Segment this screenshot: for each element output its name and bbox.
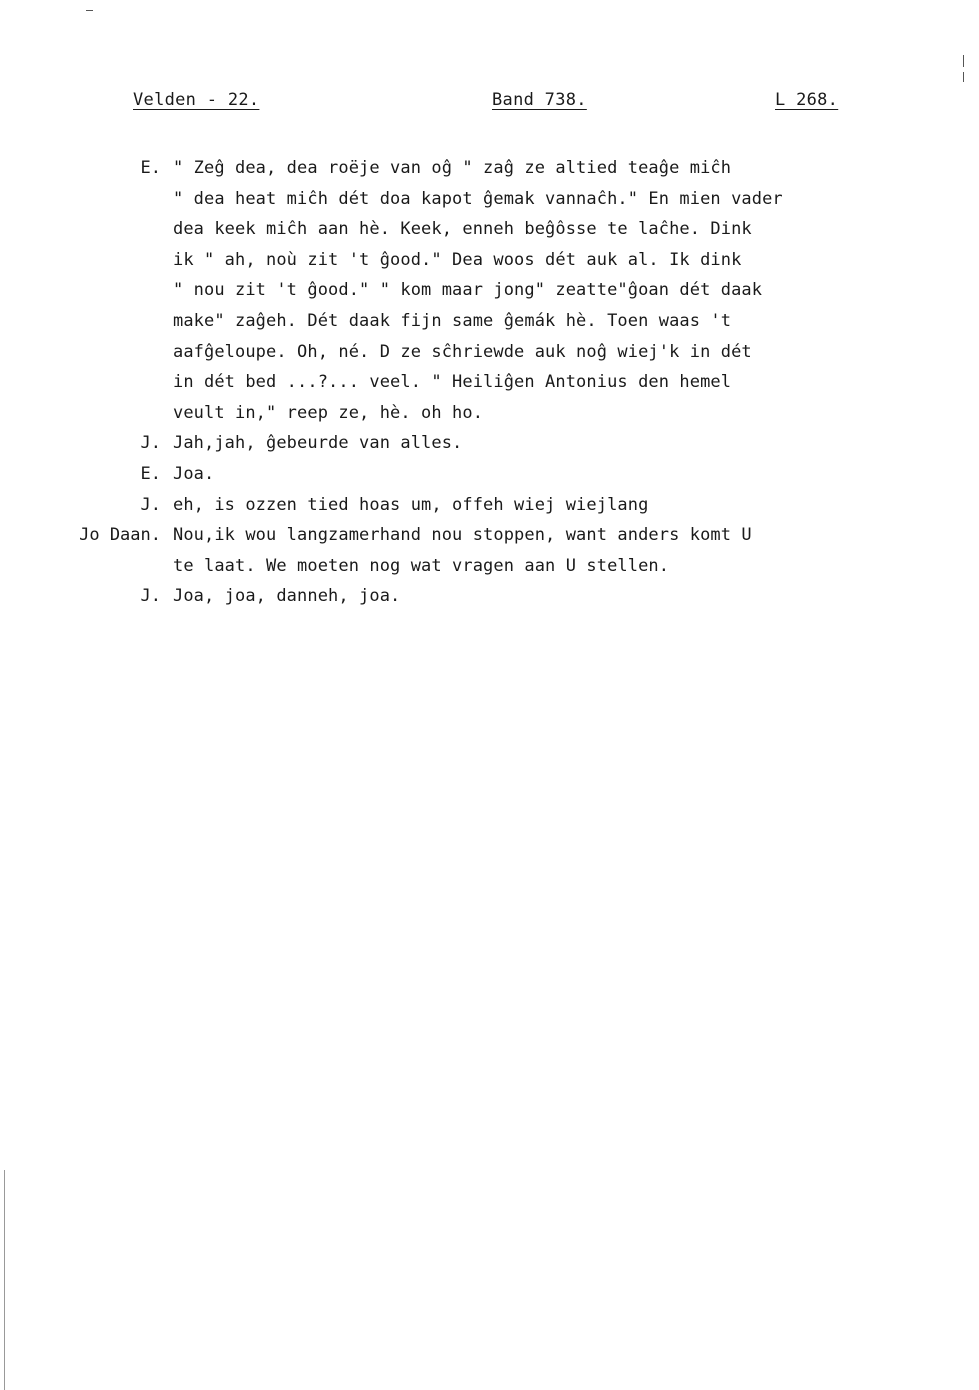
scan-mark (963, 55, 964, 67)
utterance-line: " Zeĝ dea, dea roëje van oĝ " zaĝ ze altied teaĝe miĉh (173, 158, 732, 178)
speaker-label: J. (140, 433, 161, 454)
transcript (0, 153, 979, 612)
speaker-label: J. (140, 494, 161, 515)
utterance-line: Jah,jah, ĝebeurde van alles. (173, 433, 463, 454)
utterance (173, 581, 933, 612)
speaker-label: E. (140, 158, 161, 178)
speaker-label: J. (140, 586, 161, 607)
utterance-line: te laat. We moeten nog wat vragen aan U stellen. (173, 555, 670, 576)
scan-mark (86, 10, 93, 11)
header-page-number: L 268. (775, 90, 839, 110)
utterance-line: " nou zit 't ĝood." " kom maar jong" zeatte"ĝoan dét daak (173, 280, 763, 301)
utterance (173, 520, 933, 581)
utterance-line: Nou,ik wou langzamerhand nou stoppen, want anders komt U (173, 525, 752, 546)
utterance-line: aafĝeloupe. Oh, né. D ze sĉhriewde auk noĝ wiej'k in dét (173, 341, 752, 362)
utterance-line: " dea heat miĉh dét doa kapot ĝemak vannaĉh." En mien vader (173, 188, 783, 209)
utterance-line: dea keek miĉh aan hè. Keek, enneh beĝôsse te laĉhe. Dink (173, 219, 752, 240)
header-band: Band 738. (492, 90, 587, 110)
utterance-line: Joa. (173, 463, 215, 484)
page-header (0, 90, 979, 120)
utterance (173, 459, 933, 490)
utterance-line: in dét bed ...?... veel. " Heiliĝen Antonius den hemel (173, 372, 732, 393)
speaker-label: Jo Daan. (79, 525, 161, 546)
utterance (173, 153, 933, 428)
utterance-line: make" zaĝeh. Dét daak fijn same ĝemák hè. Toen waas 't (173, 310, 732, 331)
scan-mark (963, 72, 964, 82)
utterance-line: Joa, joa, danneh, joa. (173, 586, 401, 607)
transcript-entry (0, 153, 979, 428)
transcript-entry (0, 520, 979, 581)
utterance (173, 428, 933, 459)
transcript-entry (0, 490, 979, 521)
transcript-entry (0, 428, 979, 459)
utterance-line: eh, is ozzen tied hoas um, offeh wiej wiejlang (173, 494, 649, 515)
scan-mark (4, 1170, 5, 1390)
transcript-entry (0, 581, 979, 612)
utterance-line: ik " ah, noù zit 't ĝood." Dea woos dét auk al. Ik dink (173, 249, 742, 270)
utterance-line: veult in," reep ze, hè. oh ho. (173, 402, 484, 423)
speaker-label: E. (140, 463, 161, 484)
header-location: Velden - 22. (133, 90, 260, 110)
utterance (173, 490, 933, 521)
transcript-entry (0, 459, 979, 490)
